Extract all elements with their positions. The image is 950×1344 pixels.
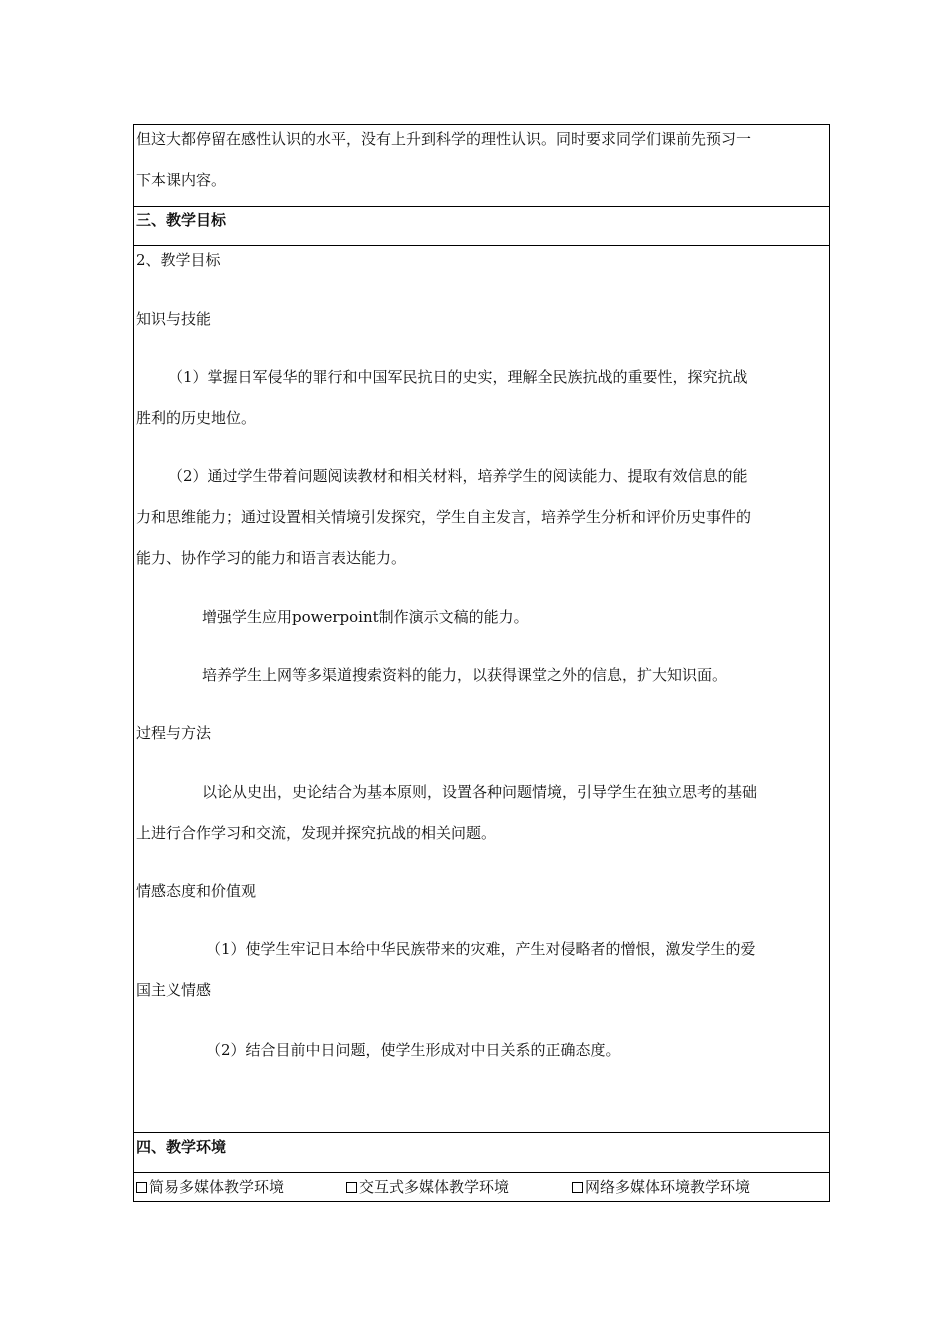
checkbox-icon[interactable] [136,1182,147,1193]
emotion-item-1-line-2: 国主义情感 [136,981,212,999]
env-option-label: 交互式多媒体教学环境 [359,1178,510,1196]
row-divider [134,245,829,246]
row-divider [134,1172,829,1173]
env-option-label: 简易多媒体教学环境 [149,1178,285,1196]
checkbox-icon[interactable] [346,1182,357,1193]
knowledge-item-1-line-1: （1）掌握日军侵华的罪行和中国军民抗日的史实，理解全民族抗战的重要性，探究抗战 [168,368,748,386]
knowledge-item-2-line-3: 能力、协作学习的能力和语言表达能力。 [136,549,407,567]
knowledge-item-4: 培养学生上网等多渠道搜索资料的能力，以获得课堂之外的信息，扩大知识面。 [202,666,728,684]
env-option-simple[interactable] [136,1177,284,1197]
env-option-interactive[interactable] [346,1177,509,1197]
emotion-item-1-line-1: （1）使学生牢记日本给中华民族带来的灾难，产生对侵略者的憎恨，激发学生的爱 [206,940,756,958]
knowledge-item-2-line-2: 力和思维能力；通过设置相关情境引发探究，学生自主发言，培养学生分析和评价历史事件的 [136,508,752,526]
row-divider [134,1132,829,1133]
process-method-title: 过程与方法 [136,724,212,742]
knowledge-skills-title: 知识与技能 [136,310,212,328]
emotion-item-2: （2）结合目前中日问题，使学生形成对中日关系的正确态度。 [206,1041,621,1059]
row-divider [134,206,829,207]
knowledge-item-3: 增强学生应用powerpoint制作演示文稿的能力。 [202,608,529,626]
knowledge-item-1-line-2: 胜利的历史地位。 [136,409,257,427]
env-option-label: 网络多媒体环境教学环境 [585,1178,751,1196]
process-item-line-2: 上进行合作学习和交流，发现并探究抗战的相关问题。 [136,824,497,842]
section-heading-objectives: 三、教学目标 [136,211,227,229]
checkbox-icon[interactable] [572,1182,583,1193]
intro-line-1: 但这大都停留在感性认识的水平，没有上升到科学的理性认识。同时要求同学们课前先预习一 [136,130,752,148]
emotion-values-title: 情感态度和价值观 [136,882,257,900]
section-heading-environment: 四、教学环境 [136,1138,227,1156]
env-option-network[interactable] [572,1177,750,1197]
intro-line-2: 下本课内容。 [136,171,227,189]
subheading-objectives: 2、教学目标 [136,251,221,269]
process-item-line-1: 以论从史出，史论结合为基本原则，设置各种问题情境，引导学生在独立思考的基础 [202,783,758,801]
knowledge-item-2-line-1: （2）通过学生带着问题阅读教材和相关材料，培养学生的阅读能力、提取有效信息的能 [168,467,748,485]
